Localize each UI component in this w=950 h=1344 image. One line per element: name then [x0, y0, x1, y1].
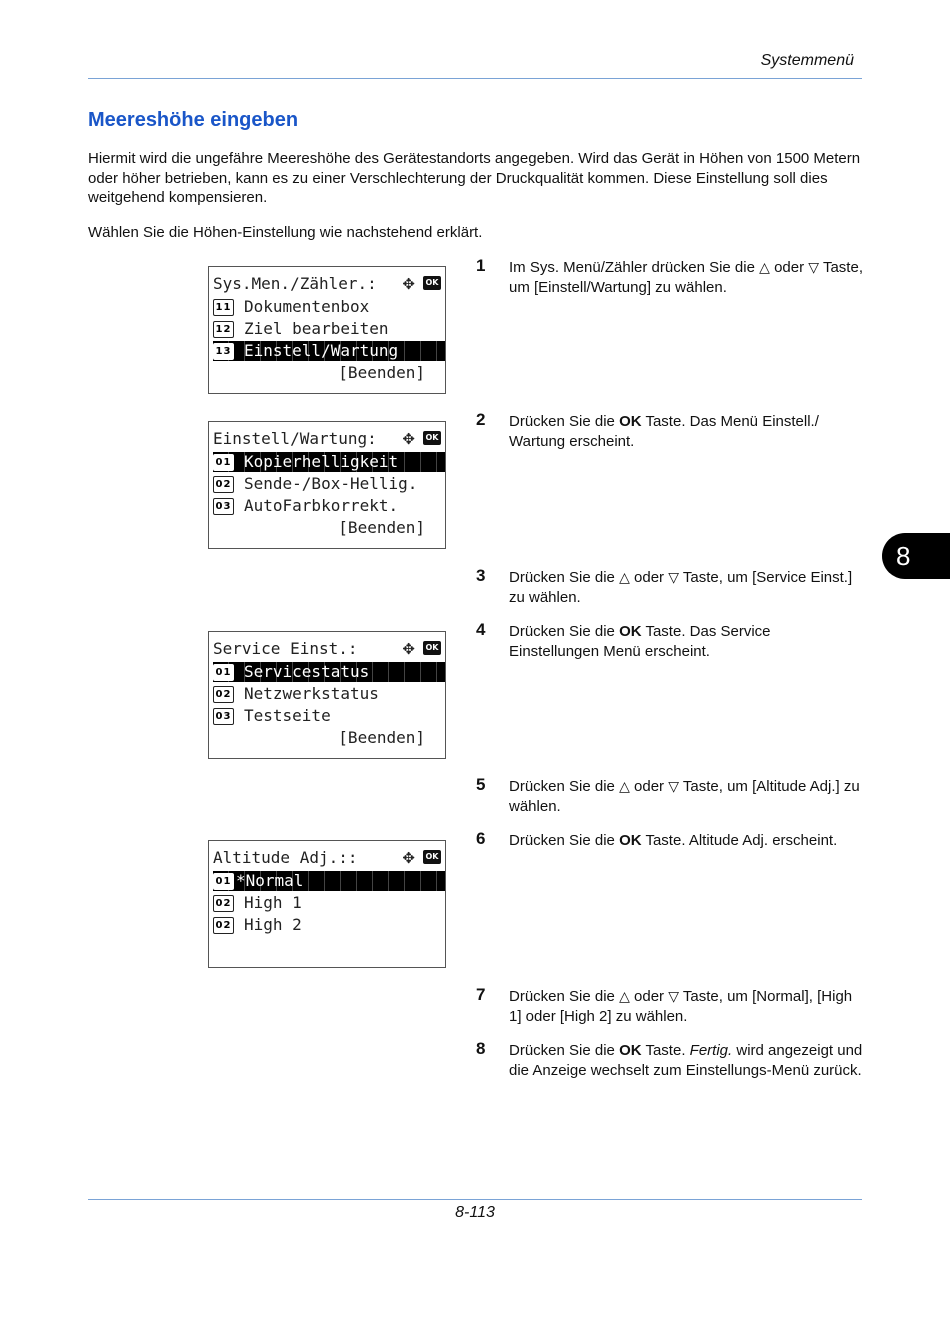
- down-triangle-icon: ▽: [668, 778, 679, 794]
- lcd-menu-item: [213, 706, 445, 726]
- item-label: Netzwerkstatus: [244, 684, 379, 703]
- lcd-menu-item: [213, 319, 445, 339]
- lcd-menu-item: [213, 474, 445, 494]
- step-text: Drücken Sie die △ oder ▽ Taste, um [Altitude Adj.] zu wählen.: [509, 778, 860, 815]
- step-number: 8: [476, 1039, 486, 1058]
- ok-key-label: OK: [619, 413, 642, 430]
- step-number: 2: [476, 410, 486, 429]
- step-number: 7: [476, 985, 486, 1004]
- step-number: 3: [476, 566, 486, 585]
- ok-key-icon: OK: [423, 276, 441, 290]
- step-text: Drücken Sie die OK Taste. Das Service Einstellungen Menü erscheint.: [509, 623, 771, 660]
- lcd-footer-exit: [Beenden]: [338, 728, 425, 747]
- lcd-footer-exit: [Beenden]: [338, 518, 425, 537]
- step-number: 5: [476, 775, 486, 794]
- step-number: 4: [476, 620, 486, 639]
- up-triangle-icon: △: [619, 569, 630, 585]
- item-number-badge: 12: [213, 321, 234, 338]
- ok-key-icon: OK: [423, 850, 441, 864]
- step-number: 1: [476, 256, 486, 275]
- step-text: Drücken Sie die △ oder ▽ Taste, um [Normal], [High 1] oder [High 2] zu wählen.: [509, 988, 853, 1025]
- ok-key-label: OK: [619, 623, 642, 640]
- item-label: High 2: [244, 915, 302, 934]
- ok-key-icon: OK: [423, 431, 441, 445]
- step-text: Im Sys. Menü/Zähler drücken Sie die △ oder ▽ Taste, um [Einstell/Wartung] zu wählen.: [509, 259, 863, 296]
- item-label: Testseite: [244, 706, 331, 725]
- lcd-menu-item: [213, 684, 445, 704]
- lcd-menu-item-selected: [213, 341, 445, 361]
- lcd-menu-item: [213, 893, 445, 913]
- lcd-screen-einstell-wartung: [208, 421, 446, 549]
- item-label: Kopierhelligkeit: [244, 452, 399, 471]
- item-label: High 1: [244, 893, 302, 912]
- up-triangle-icon: △: [619, 988, 630, 1004]
- lcd-screen-service-einst: [208, 631, 446, 759]
- item-number-badge: 02: [213, 895, 234, 912]
- item-number-badge: 02: [213, 686, 234, 703]
- step-number: 6: [476, 829, 486, 848]
- four-way-arrow-icon: ✥: [402, 849, 415, 867]
- lcd-menu-item: [213, 915, 445, 935]
- lcd-title: Einstell/Wartung:: [213, 429, 377, 448]
- item-number-badge: 03: [213, 498, 234, 515]
- lcd-menu-item: [213, 297, 445, 317]
- step-text: Drücken Sie die △ oder ▽ Taste, um [Service Einst.] zu wählen.: [509, 569, 853, 606]
- chapter-tab: 8: [882, 533, 950, 579]
- lcd-menu-item-selected: [213, 871, 445, 891]
- intro-paragraph: Hiermit wird die ungefähre Meereshöhe des Gerätestandorts angegeben. Wird das Gerät in Höhen von 1500 Metern oder höher betrieben, kann es zu einer Verschlechterung der Druckqualität kommen. Diese Einstellung soll dies weitgehend kompensieren.: [88, 150, 861, 206]
- item-label: Ziel bearbeiten: [244, 319, 389, 338]
- lcd-menu-item-selected: [213, 662, 445, 682]
- lcd-menu-item-selected: [213, 452, 445, 472]
- header-rule: [88, 78, 862, 79]
- item-label: Sende-/Box-Hellig.: [244, 474, 418, 493]
- item-number-badge: 03: [213, 708, 234, 725]
- ok-key-label: OK: [619, 1042, 642, 1059]
- down-triangle-icon: ▽: [808, 259, 820, 275]
- item-number-badge: 02: [213, 476, 234, 493]
- lcd-title: Service Einst.:: [213, 639, 358, 658]
- instruction-paragraph: Wählen Sie die Höhen-Einstellung wie nachstehend erklärt.: [88, 224, 483, 241]
- item-label: Dokumentenbox: [244, 297, 370, 316]
- fertig-message: Fertig.: [689, 1042, 733, 1059]
- footer-rule: [88, 1199, 862, 1200]
- item-label: *Normal: [236, 871, 304, 890]
- step-text: Drücken Sie die OK Taste. Altitude Adj. erscheint.: [509, 832, 838, 849]
- down-triangle-icon: ▽: [668, 988, 679, 1004]
- four-way-arrow-icon: ✥: [402, 430, 415, 448]
- lcd-screen-altitude-adj: [208, 840, 446, 968]
- page-title: Meereshöhe eingeben: [88, 109, 299, 131]
- item-number-badge: 01: [213, 873, 234, 890]
- up-triangle-icon: △: [619, 778, 630, 794]
- page-number: 8-113: [455, 1204, 495, 1221]
- item-number-badge: 11: [213, 299, 234, 316]
- step-text: Drücken Sie die OK Taste. Das Menü Einstell./ Wartung erscheint.: [509, 413, 819, 450]
- ok-key-icon: OK: [423, 641, 441, 655]
- step-text: Drücken Sie die OK Taste. Fertig. wird angezeigt und die Anzeige wechselt zum Einstellungs-Menü zurück.: [509, 1042, 863, 1079]
- item-number-badge: 02: [213, 917, 234, 934]
- item-label: AutoFarbkorrekt.: [244, 496, 399, 515]
- ok-key-label: OK: [619, 832, 642, 849]
- lcd-menu-item: [213, 496, 445, 516]
- item-number-badge: 13: [213, 343, 234, 360]
- four-way-arrow-icon: ✥: [402, 275, 415, 293]
- lcd-footer-exit: [Beenden]: [338, 363, 425, 382]
- lcd-title: Sys.Men./Zähler.:: [213, 274, 377, 293]
- lcd-title: Altitude Adj.::: [213, 848, 358, 867]
- lcd-screen-sys-menu: [208, 266, 446, 394]
- item-label: Servicestatus: [244, 662, 370, 681]
- item-number-badge: 01: [213, 664, 234, 681]
- down-triangle-icon: ▽: [668, 569, 679, 585]
- item-label: Einstell/Wartung: [244, 341, 399, 360]
- four-way-arrow-icon: ✥: [402, 640, 415, 658]
- header-section-title: Systemmenü: [760, 52, 854, 69]
- item-number-badge: 01: [213, 454, 234, 471]
- up-triangle-icon: △: [759, 259, 770, 275]
